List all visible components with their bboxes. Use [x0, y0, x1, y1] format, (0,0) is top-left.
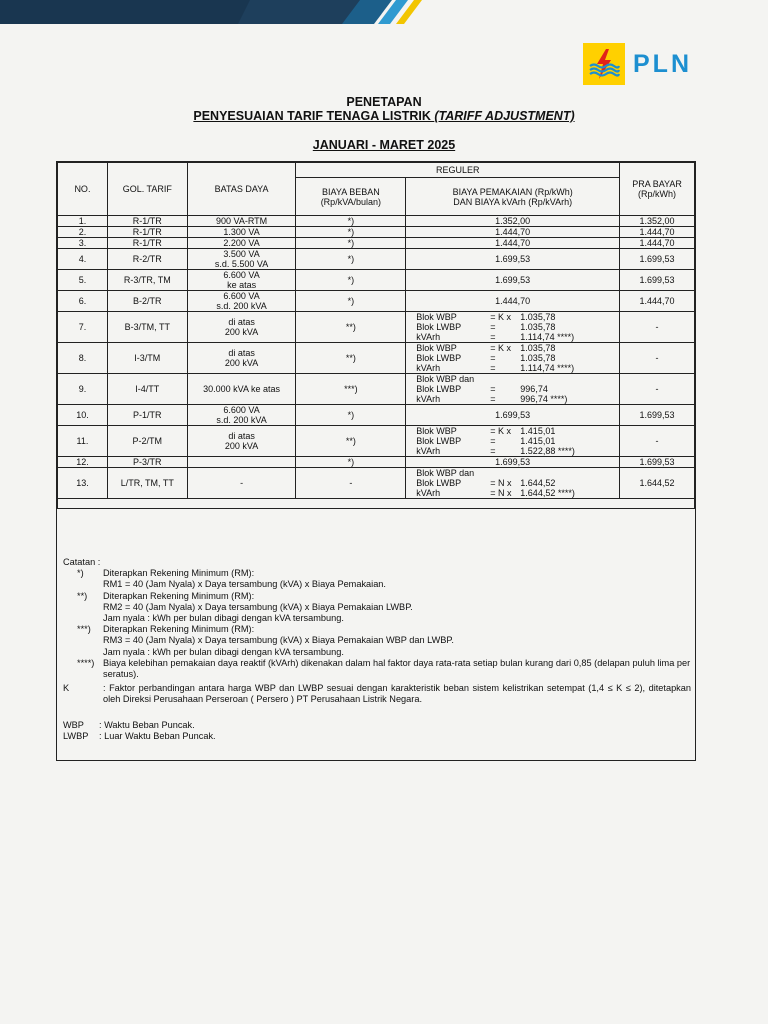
- note-k-text: : Faktor perbandingan antara harga WBP dan LWBP sesuai dengan karakteristik beban sistem kelistrikan setempat (1,4 ≤ K ≤ 2), ditetapkan oleh Direksi Perusahaan Perseroan ( Persero ) PT Perusahaan Listrik Negara.: [103, 683, 691, 705]
- cell-biaya-beban: *): [296, 249, 406, 270]
- table-row: [58, 270, 695, 291]
- block-op: [490, 374, 520, 384]
- batas-line: 1.300 VA: [223, 227, 260, 237]
- cell-biaya-beban: *): [296, 457, 406, 468]
- block-op: =: [490, 332, 496, 342]
- block-op: =: [490, 363, 496, 373]
- cell-batas-daya: [187, 468, 296, 499]
- block-label: kVArh: [416, 394, 441, 404]
- cell-pra-bayar: 1.444,70: [620, 227, 695, 238]
- batas-line: di atas: [228, 348, 255, 358]
- note-lwbp-text: : Luar Waktu Beban Puncak.: [99, 730, 216, 741]
- cell-pra-bayar: -: [620, 343, 695, 374]
- cell-gol-tarif: P-2/TM: [107, 426, 187, 457]
- block-label: Blok WBP: [416, 426, 457, 436]
- pln-lightning-icon: [583, 43, 625, 85]
- table-row: [58, 216, 695, 227]
- cell-pra-bayar: 1.699,53: [620, 405, 695, 426]
- block-op: =: [490, 436, 496, 446]
- block-value: [520, 374, 617, 384]
- table-row-spacer: [58, 499, 695, 509]
- note-mark: ****): [77, 657, 95, 668]
- note-line: Diterapkan Rekening Minimum (RM):: [103, 624, 255, 635]
- block-label: Blok WBP dan: [416, 374, 475, 384]
- cell-no: 5.: [58, 270, 108, 291]
- cell-biaya-pemakaian: [406, 426, 620, 457]
- block-label: kVArh: [416, 363, 441, 373]
- block-value: 996,74: [520, 384, 548, 394]
- note-text: [103, 591, 691, 625]
- note-wbp-text: : Waktu Beban Puncak.: [99, 719, 195, 730]
- header-beban-line1: BIAYA BEBAN: [322, 186, 380, 197]
- batas-line: 200 kVA: [224, 441, 259, 451]
- notes-heading: Catatan :: [63, 557, 101, 567]
- tariff-table: [57, 162, 695, 509]
- cell-gol-tarif: R-2/TR: [107, 249, 187, 270]
- note-wbp: [63, 720, 691, 731]
- block-value: 1.415,01: [520, 426, 556, 436]
- note-line: Biaya kelebihan pemakaian daya reaktif (kVArh) dikenakan dalam hal faktor daya rata-rata setiap bulan kurang dari 0,85 (delapan puluh lima per seratus).: [103, 657, 691, 680]
- note-item: [63, 568, 691, 590]
- table-row: [58, 457, 695, 468]
- batas-line: 30.000 kVA ke atas: [203, 384, 281, 394]
- note-text: [103, 624, 691, 658]
- cell-pra-bayar: 1.699,53: [620, 249, 695, 270]
- doc-title-line1: PENETAPAN: [346, 95, 422, 109]
- notes-section: [63, 557, 691, 742]
- block-op: = K x: [490, 312, 512, 322]
- cell-biaya-beban: *): [296, 238, 406, 249]
- cell-no: 9.: [58, 374, 108, 405]
- header-pem-line2: DAN BIAYA kVArh (Rp/kVArh): [453, 196, 573, 207]
- block-op: = K x: [490, 343, 512, 353]
- block-label: Blok LWBP: [416, 384, 462, 394]
- header-pra-line2: (Rp/kWh): [638, 189, 677, 199]
- block-value: 1.644,52: [520, 478, 556, 488]
- batas-line: 3.500 VA: [223, 249, 260, 259]
- cell-gol-tarif: B-3/TM, TT: [107, 312, 187, 343]
- cell-batas-daya: [187, 405, 296, 426]
- cell-gol-tarif: I-4/TT: [107, 374, 187, 405]
- header-pra-bayar: [620, 163, 695, 216]
- header-biaya-beban: [296, 178, 406, 216]
- cell-biaya-pemakaian: 1.352,00: [406, 216, 620, 227]
- title-main: PENYESUAIAN TARIF TENAGA LISTRIK: [193, 109, 435, 123]
- note-mark: **): [77, 590, 88, 601]
- batas-line: 6.600 VA: [223, 270, 260, 280]
- cell-pra-bayar: 1.699,53: [620, 457, 695, 468]
- cell-no: 8.: [58, 343, 108, 374]
- cell-no: 3.: [58, 238, 108, 249]
- note-k-mark: K: [63, 683, 70, 694]
- block-value: 1.415,01: [520, 436, 556, 446]
- cell-biaya-beban: *): [296, 405, 406, 426]
- note-line: RM2 = 40 (Jam Nyala) x Daya tersambung (kVA) x Biaya Pemakaian LWBP.: [103, 601, 413, 612]
- note-line: Jam nyala : kWh per bulan dibagi dengan kVA tersambung.: [103, 646, 344, 657]
- batas-line: 2.200 VA: [223, 238, 260, 248]
- cell-gol-tarif: L/TR, TM, TT: [107, 468, 187, 499]
- block-value: 1.114,74 ****): [520, 363, 575, 373]
- batas-line: ke atas: [227, 280, 257, 290]
- cell-pra-bayar: -: [620, 374, 695, 405]
- tariff-body: [58, 216, 695, 509]
- batas-line: 6.600 VA: [223, 405, 260, 415]
- batas-line: -: [240, 478, 244, 488]
- cell-gol-tarif: I-3/TM: [107, 343, 187, 374]
- batas-line: 6.600 VA: [223, 291, 260, 301]
- block-value: 996,74 ****): [520, 394, 568, 404]
- cell-biaya-beban: **): [296, 343, 406, 374]
- cell-pra-bayar: 1.644,52: [620, 468, 695, 499]
- cell-no: 2.: [58, 227, 108, 238]
- cell-batas-daya: [187, 457, 296, 468]
- note-line: Diterapkan Rekening Minimum (RM):: [103, 590, 255, 601]
- cell-pra-bayar: 1.699,53: [620, 270, 695, 291]
- block-tariff: [408, 343, 617, 373]
- notes-list: [63, 568, 691, 680]
- cell-biaya-pemakaian: [406, 312, 620, 343]
- block-value: 1.035,78: [520, 322, 556, 332]
- cell-biaya-pemakaian: 1.444,70: [406, 238, 620, 249]
- header-gol-tarif: GOL. TARIF: [107, 163, 187, 216]
- cell-batas-daya: [187, 238, 296, 249]
- tariff-frame: [56, 161, 696, 761]
- table-row: [58, 227, 695, 238]
- block-label: kVArh: [416, 446, 441, 456]
- block-label: Blok LWBP: [416, 322, 462, 332]
- cell-batas-daya: [187, 291, 296, 312]
- block-tariff: [408, 312, 617, 342]
- batas-line: di atas: [228, 317, 255, 327]
- cell-no: 7.: [58, 312, 108, 343]
- batas-line: 200 kVA: [224, 358, 259, 368]
- cell-gol-tarif: P-3/TR: [107, 457, 187, 468]
- cell-gol-tarif: R-1/TR: [107, 227, 187, 238]
- cell-biaya-pemakaian: 1.699,53: [406, 270, 620, 291]
- block-op: = N x: [490, 478, 512, 488]
- cell-biaya-beban: *): [296, 291, 406, 312]
- block-label: Blok WBP dan: [416, 468, 475, 478]
- cell-biaya-pemakaian: [406, 343, 620, 374]
- note-line: RM1 = 40 (Jam Nyala) x Daya tersambung (kVA) x Biaya Pemakaian.: [103, 579, 386, 590]
- block-label: Blok WBP: [416, 312, 457, 322]
- header-batas-daya: BATAS DAYA: [187, 163, 296, 216]
- cell-biaya-pemakaian: [406, 468, 620, 499]
- cell-pra-bayar: 1.352,00: [620, 216, 695, 227]
- cell-biaya-beban: *): [296, 270, 406, 291]
- cell-biaya-pemakaian: [406, 374, 620, 405]
- cell-no: 13.: [58, 468, 108, 499]
- cell-no: 1.: [58, 216, 108, 227]
- note-lwbp-mark: LWBP: [63, 730, 89, 741]
- logo-wordmark: PLN: [633, 49, 692, 78]
- block-label: Blok WBP: [416, 343, 457, 353]
- cell-gol-tarif: B-2/TR: [107, 291, 187, 312]
- batas-line: s.d. 5.500 VA: [214, 259, 269, 269]
- block-label: Blok LWBP: [416, 353, 462, 363]
- doc-period: JANUARI - MARET 2025: [312, 138, 456, 152]
- cell-pra-bayar: -: [620, 312, 695, 343]
- block-value: 1.035,78: [520, 312, 556, 322]
- note-text: [103, 568, 691, 590]
- note-mark: ***): [77, 624, 91, 635]
- block-value: [520, 468, 617, 478]
- block-op: =: [490, 446, 496, 456]
- block-op: =: [490, 384, 496, 394]
- cell-biaya-pemakaian: 1.699,53: [406, 249, 620, 270]
- cell-no: 4.: [58, 249, 108, 270]
- cell-no: 11.: [58, 426, 108, 457]
- note-k: [63, 683, 691, 705]
- cell-pra-bayar: 1.444,70: [620, 291, 695, 312]
- header-banner: [0, 0, 768, 24]
- cell-batas-daya: [187, 312, 296, 343]
- header-pem-line1: BIAYA PEMAKAIAN (Rp/kWh): [452, 186, 573, 197]
- cell-gol-tarif: R-1/TR: [107, 216, 187, 227]
- cell-batas-daya: [187, 249, 296, 270]
- cell-gol-tarif: R-1/TR: [107, 238, 187, 249]
- block-op: = N x: [490, 488, 512, 498]
- table-row: [58, 405, 695, 426]
- cell-biaya-pemakaian: 1.444,70: [406, 227, 620, 238]
- table-row: [58, 343, 695, 374]
- note-item: [63, 624, 691, 658]
- block-label: Blok LWBP: [416, 478, 462, 488]
- note-line: Diterapkan Rekening Minimum (RM):: [103, 568, 255, 579]
- block-op: [490, 468, 520, 478]
- cell-batas-daya: [187, 426, 296, 457]
- cell-biaya-pemakaian: 1.699,53: [406, 405, 620, 426]
- header-no: NO.: [58, 163, 108, 216]
- cell-pra-bayar: 1.444,70: [620, 238, 695, 249]
- note-wbp-mark: WBP: [63, 719, 84, 730]
- table-row: [58, 249, 695, 270]
- note-mark: *): [77, 568, 84, 579]
- cell-biaya-pemakaian: 1.444,70: [406, 291, 620, 312]
- header-reguler: REGULER: [296, 163, 620, 178]
- note-line: RM3 = 40 (Jam Nyala) x Daya tersambung (kVA) x Biaya Pemakaian WBP dan LWBP.: [103, 635, 454, 646]
- block-label: kVArh: [416, 488, 441, 498]
- cell-batas-daya: [187, 374, 296, 405]
- block-value: 1.035,78: [520, 343, 556, 353]
- batas-line: s.d. 200 kVA: [216, 301, 267, 311]
- cell-biaya-beban: **): [296, 312, 406, 343]
- cell-no: 12.: [58, 457, 108, 468]
- cell-no: 10.: [58, 405, 108, 426]
- table-row: [58, 374, 695, 405]
- block-value: 1.035,78: [520, 353, 556, 363]
- block-op: = K x: [490, 426, 512, 436]
- cell-biaya-beban: ***): [296, 374, 406, 405]
- note-item: [63, 658, 691, 680]
- block-label: kVArh: [416, 332, 441, 342]
- batas-line: 200 kVA: [224, 327, 259, 337]
- table-row: [58, 426, 695, 457]
- table-row: [58, 312, 695, 343]
- block-value: 1.522,88 ****): [520, 446, 575, 456]
- cell-gol-tarif: P-1/TR: [107, 405, 187, 426]
- note-line: Jam nyala : kWh per bulan dibagi dengan kVA tersambung.: [103, 613, 344, 624]
- block-value: 1.644,52 ****): [520, 488, 575, 498]
- note-item: [63, 591, 691, 625]
- cell-batas-daya: [187, 270, 296, 291]
- header-beban-line2: (Rp/kVA/bulan): [320, 196, 382, 207]
- cell-gol-tarif: R-3/TR, TM: [107, 270, 187, 291]
- cell-biaya-pemakaian: 1.699,53: [406, 457, 620, 468]
- cell-biaya-beban: *): [296, 216, 406, 227]
- block-op: =: [490, 322, 496, 332]
- pln-logo: [583, 43, 692, 85]
- cell-biaya-beban: **): [296, 426, 406, 457]
- note-lwbp: [63, 731, 691, 742]
- header-pra-line1: PRA BAYAR: [632, 179, 682, 189]
- block-tariff: [408, 426, 617, 456]
- cell-biaya-beban: *): [296, 227, 406, 238]
- block-op: =: [490, 394, 496, 404]
- table-row: [58, 291, 695, 312]
- batas-line: 900 VA-RTM: [215, 216, 268, 226]
- doc-title-line2: [0, 109, 768, 123]
- batas-line: di atas: [228, 431, 255, 441]
- cell-batas-daya: [187, 216, 296, 227]
- cell-batas-daya: [187, 227, 296, 238]
- cell-biaya-beban: -: [296, 468, 406, 499]
- block-tariff: [408, 374, 617, 404]
- block-op: =: [490, 353, 496, 363]
- spacer-cell: [58, 499, 695, 509]
- header-biaya-pemakaian: [406, 178, 620, 216]
- table-row: [58, 238, 695, 249]
- table-row: [58, 468, 695, 499]
- title-italic: (TARIFF ADJUSTMENT): [434, 109, 575, 123]
- block-label: Blok LWBP: [416, 436, 462, 446]
- block-tariff: [408, 468, 617, 498]
- block-value: 1.114,74 ****): [520, 332, 575, 342]
- note-text: [103, 658, 691, 680]
- cell-batas-daya: [187, 343, 296, 374]
- cell-no: 6.: [58, 291, 108, 312]
- cell-pra-bayar: -: [620, 426, 695, 457]
- batas-line: s.d. 200 kVA: [216, 415, 267, 425]
